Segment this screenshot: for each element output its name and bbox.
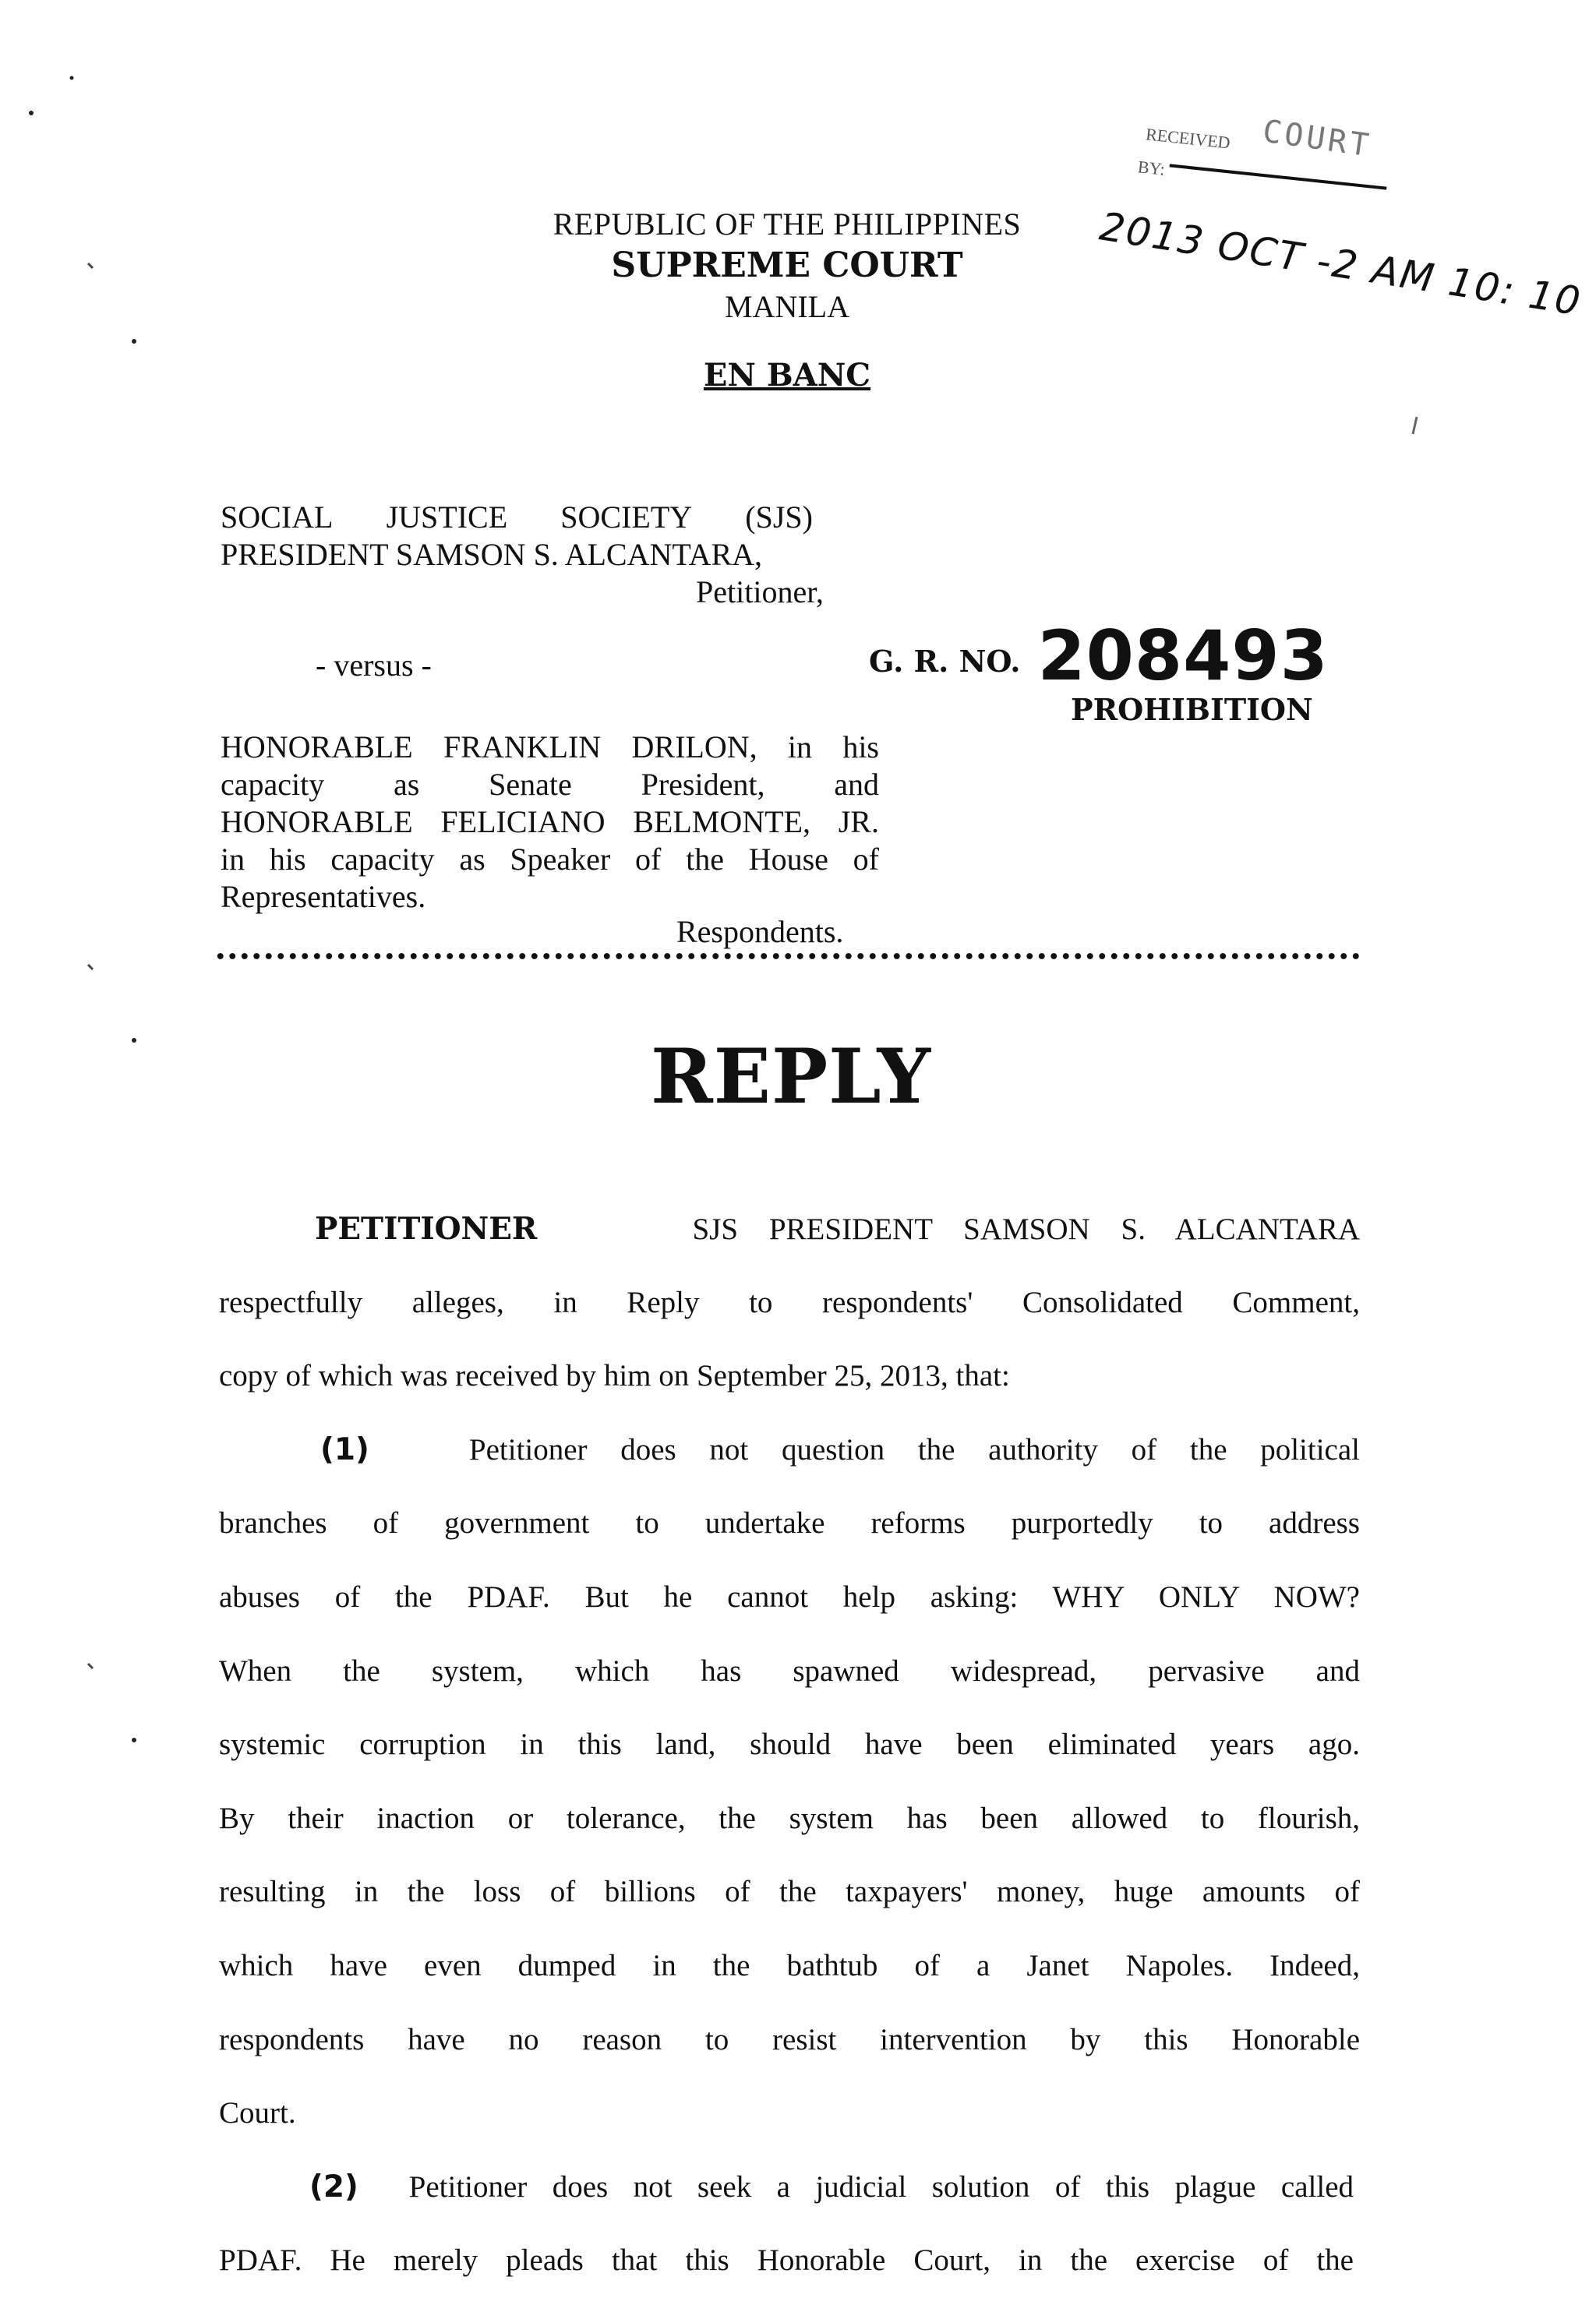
respondents-line: capacity as Senate President, and	[221, 767, 879, 802]
stamp-by-label: BY:	[1136, 157, 1166, 179]
paragraph-1-number: (1)	[320, 1431, 369, 1467]
body-line	[219, 1192, 1360, 1266]
body-line: respondents have no reason to resist intervention by this Honorable	[219, 2022, 1360, 2056]
stamp-signature-line	[1170, 164, 1387, 189]
body-line: respectfully alleges, in Reply to respondents' Consolidated Comment,	[219, 1285, 1360, 1319]
respondents-line: HONORABLE FRANKLIN DRILON, in his	[221, 729, 879, 764]
body-line: abuses of the PDAF. But he cannot help asking: WHY ONLY NOW?	[219, 1580, 1360, 1614]
petitioner-line-2: PRESIDENT SAMSON S. ALCANTARA,	[221, 537, 763, 572]
caption-divider	[214, 952, 1364, 960]
body-line	[219, 1414, 1360, 1488]
body-line: PDAF. He merely pleads that this Honorable Court, in the exercise of the	[219, 2243, 1354, 2278]
intro-lead: PETITIONER	[315, 1211, 538, 1247]
stamp-datetime: 2013 OCT -2 AM 10: 10	[1096, 203, 1585, 325]
intro-paragraph	[219, 1192, 1360, 1414]
gr-label: G. R. NO.	[869, 644, 1021, 679]
stamp-received-label: RECEIVED	[1145, 124, 1231, 153]
document-body	[219, 1192, 1360, 2298]
respondents-name	[221, 729, 879, 916]
court-header	[499, 204, 1075, 327]
paragraph-1	[219, 1414, 1360, 2151]
body-line	[219, 2151, 1354, 2225]
received-stamp	[1091, 97, 1585, 347]
body-line: systemic corruption in this land, should have been eliminated years ago.	[219, 1728, 1360, 1762]
petitioner-word: JUSTICE	[386, 499, 508, 535]
body-line: When the system, which has spawned widespread, pervasive and	[219, 1654, 1360, 1688]
gr-number: 208493	[1037, 616, 1329, 696]
petitioner-word: SOCIETY	[560, 499, 693, 535]
paragraph-2	[219, 2151, 1360, 2298]
body-line: By their inaction or tolerance, the system has been allowed to flourish,	[219, 1801, 1360, 1835]
body-line: Court.	[219, 2096, 296, 2130]
paragraph-1-line-1: Petitioner does not question the authority of the political	[468, 1432, 1361, 1467]
body-line: copy of which was received by him on September 25, 2013, that:	[219, 1359, 1010, 1393]
case-type: PROHIBITION	[1071, 692, 1313, 727]
intro-line-1-rest: SJS PRESIDENT SAMSON S. ALCANTARA	[692, 1213, 1360, 1246]
petitioner-word: (SJS)	[745, 499, 813, 535]
petitioner-label: Petitioner,	[696, 574, 824, 609]
body-line: which have even dumped in the bathtub of a Janet Napoles. Indeed,	[219, 1948, 1360, 1982]
header-court: SUPREME COURT	[611, 245, 963, 285]
header-division: EN BANC	[703, 357, 871, 394]
body-line: resulting in the loss of billions of the taxpayers' money, huge amounts of	[219, 1875, 1360, 1909]
versus-label: - versus -	[316, 648, 432, 683]
document-title: REPLY	[650, 1033, 932, 1121]
respondents-label: Respondents.	[676, 914, 844, 949]
paragraph-2-number: (2)	[309, 2169, 358, 2204]
body-line: branches of government to undertake reforms purportedly to address	[219, 1506, 1360, 1541]
petitioner-line-1	[221, 499, 813, 536]
petitioner-word: SOCIAL	[221, 499, 334, 535]
stamp-court-label: COURT	[1260, 113, 1374, 164]
header-city: MANILA	[725, 289, 849, 324]
respondents-line: HONORABLE FELICIANO BELMONTE, JR.	[221, 804, 879, 839]
header-republic: REPUBLIC OF THE PHILIPPINES	[553, 207, 1022, 242]
petitioner-name	[221, 499, 891, 574]
case-number	[869, 616, 1329, 696]
respondents-line: Representatives.	[221, 879, 426, 914]
respondents-line: in his capacity as Speaker of the House of	[221, 842, 879, 877]
paragraph-2-line-1: Petitioner does not seek a judicial solution of this plague called	[408, 2169, 1354, 2204]
